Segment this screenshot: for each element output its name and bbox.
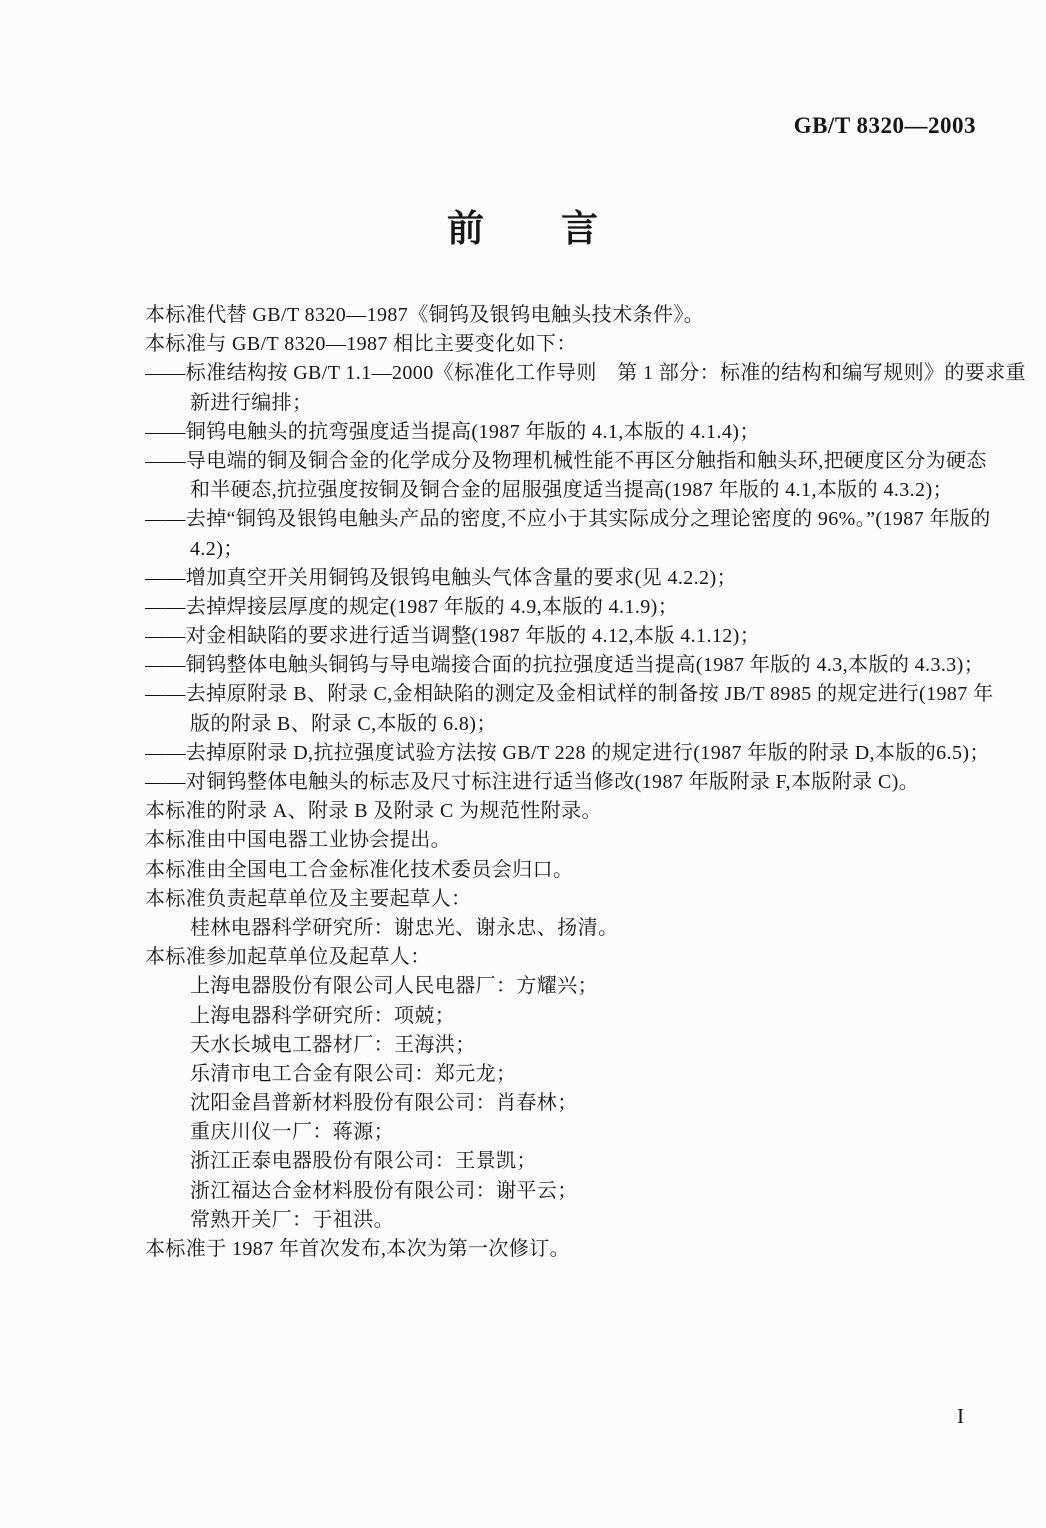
text-line: 沈阳金昌普新材料股份有限公司：肖春林；	[190, 1092, 578, 1115]
text-line: 本标准与 GB/T 8320—1987 相比主要变化如下：	[145, 333, 577, 356]
text-line: 浙江正泰电器股份有限公司：王景凯；	[190, 1150, 537, 1173]
text-line: 常熟开关厂：于祖洪。	[190, 1208, 394, 1231]
text-line: 浙江福达合金材料股份有限公司：谢平云；	[190, 1179, 578, 1202]
text-line: 本标准负责起草单位及主要起草人：	[145, 887, 472, 910]
text-line: ——标准结构按 GB/T 1.1—2000《标准化工作导则 第 1 部分：标准的结构和编写规则》的要求重	[145, 362, 1026, 385]
text-line: ——导电端的铜及铜合金的化学成分及物理机械性能不再区分触指和触头环,把硬度区分为硬态	[145, 449, 987, 472]
page-number: I	[957, 1404, 964, 1428]
text-line: ——增加真空开关用铜钨及银钨电触头气体含量的要求(见 4.2.2)；	[145, 566, 737, 589]
text-line: 上海电器股份有限公司人民电器厂：方耀兴；	[190, 975, 598, 998]
text-line: ——去掉原附录 D,抗拉强度试验方法按 GB/T 228 的规定进行(1987 年版的附录 D,本版的6.5)；	[145, 741, 990, 764]
text-line: 重庆川仪一厂：蒋源；	[190, 1121, 394, 1144]
text-line: ——对金相缺陷的要求进行适当调整(1987 年版的 4.12,本版 4.1.12)；	[145, 625, 761, 648]
text-line: 天水长城电工器材厂：王海洪；	[190, 1033, 476, 1056]
foreword-body	[145, 301, 1026, 1264]
text-line: ——去掉焊接层厚度的规定(1987 年版的 4.9,本版的 4.1.9)；	[145, 595, 679, 618]
text-line: 本标准由全国电工合金标准化技术委员会归口。	[145, 858, 574, 881]
text-line: 乐清市电工合金有限公司：郑元龙；	[190, 1062, 517, 1085]
text-line: 新进行编排；	[190, 391, 313, 414]
text-line: ——对铜钨整体电触头的标志及尺寸标注进行适当修改(1987 年版附录 F,本版附录 C)。	[145, 771, 920, 793]
standard-number: GB/T 8320—2003	[793, 113, 976, 138]
text-line: 本标准参加起草单位及起草人：	[145, 946, 431, 969]
text-line: ——去掉“铜钨及银钨电触头产品的密度,不应小于其实际成分之理论密度的 96%。”(1987 年版的	[145, 508, 991, 531]
text-line: 上海电器科学研究所：项兢；	[190, 1004, 456, 1027]
text-line: 桂林电器科学研究所：谢忠光、谢永忠、扬清。	[190, 916, 619, 939]
text-line: 版的附录 B、附录 C,本版的 6.8)；	[190, 712, 497, 735]
text-line: 本标准的附录 A、附录 B 及附录 C 为规范性附录。	[145, 800, 602, 823]
text-line: 本标准由中国电器工业协会提出。	[145, 829, 451, 852]
text-line: 本标准于 1987 年首次发布,本次为第一次修订。	[145, 1238, 570, 1260]
text-line: ——铜钨电触头的抗弯强度适当提高(1987 年版的 4.1,本版的 4.1.4)；	[145, 420, 760, 443]
page-title: 前 言	[447, 207, 599, 250]
text-line: 4.2)；	[190, 537, 244, 560]
text-line: ——铜钨整体电触头铜钨与导电端接合面的抗拉强度适当提高(1987 年版的 4.3,本版的 4.3.3)；	[145, 654, 985, 677]
text-line: 和半硬态,抗拉强度按铜及铜合金的屈服强度适当提高(1987 年版的 4.1,本版的 4.3.2)；	[190, 479, 953, 502]
text-line: ——去掉原附录 B、附录 C,金相缺陷的测定及金相试样的制备按 JB/T 8985 的规定进行(1987 年	[145, 683, 994, 706]
text-line: 本标准代替 GB/T 8320—1987《铜钨及银钨电触头技术条件》。	[145, 304, 705, 326]
